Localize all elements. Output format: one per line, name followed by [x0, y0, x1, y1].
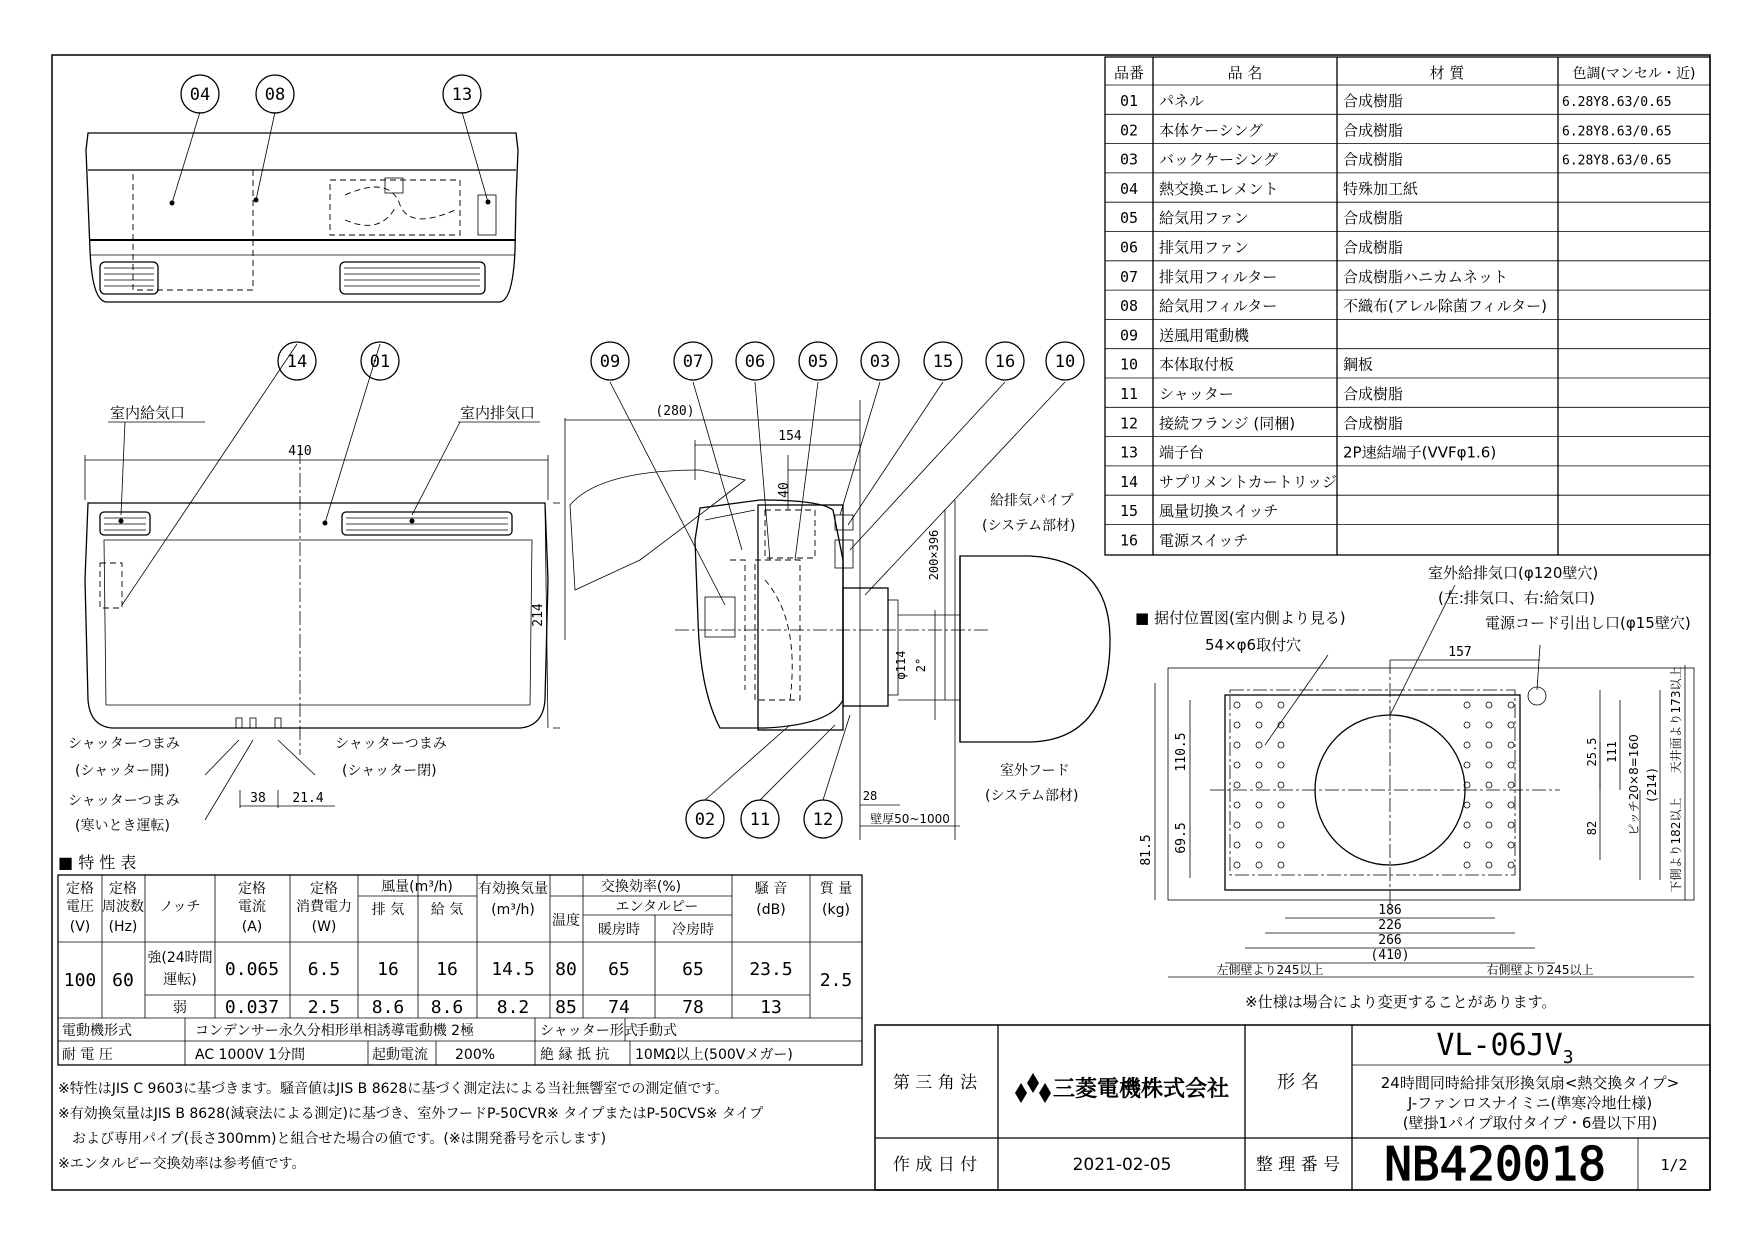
- mounting-hole: [1256, 742, 1262, 748]
- h-exchange: 交換効率(%): [600, 879, 682, 895]
- parts-header-color: 色調(マンセル・近): [1572, 66, 1696, 82]
- parts-row-color: 6.28Y8.63/0.65: [1562, 124, 1672, 140]
- parts-header-material: 材 質: [1429, 64, 1465, 82]
- dim-186: 186: [1378, 903, 1402, 918]
- start-current-label: 起動電流: [372, 1047, 428, 1063]
- dim-40: 40: [777, 482, 792, 498]
- install-outdoor-hole-sub: (左:排気口、右:給気口): [1438, 589, 1595, 607]
- mounting-hole: [1464, 822, 1470, 828]
- mounting-hole: [1464, 842, 1470, 848]
- dim-266: 266: [1378, 933, 1402, 948]
- parts-row-no: 11: [1119, 385, 1139, 403]
- mounting-hole: [1508, 762, 1514, 768]
- parts-row-name: 本体取付板: [1159, 355, 1235, 374]
- date-label: 作 成 日 付: [892, 1155, 978, 1175]
- h-mass-2: (kg): [822, 902, 850, 918]
- h-voltage-1: 定格: [66, 881, 94, 897]
- parts-row-material: 合成樹脂ハニカムネット: [1343, 267, 1509, 286]
- callout-14: 14: [286, 352, 308, 372]
- label-shutter-knob-close: シャッターつまみ: [335, 736, 447, 752]
- row2-exhaust: 8.6: [371, 997, 405, 1018]
- mounting-hole: [1464, 702, 1470, 708]
- mounting-hole: [1256, 842, 1262, 848]
- row2-temp: 85: [555, 997, 577, 1018]
- mounting-hole: [1278, 742, 1284, 748]
- dim-2deg: 2°: [914, 657, 928, 673]
- model-number: [1436, 1028, 1573, 1068]
- callout-09: 09: [599, 352, 621, 372]
- h-current-2: 電流: [238, 899, 266, 915]
- model-label: 形 名: [1277, 1072, 1319, 1093]
- spec-voltage: 100: [63, 970, 97, 991]
- parts-header-no: 品番: [1113, 64, 1145, 82]
- label-indoor-exhaust: 室内排気口: [460, 404, 536, 422]
- mounting-hole: [1256, 702, 1262, 708]
- label-shutter-cold: (寒いとき運転): [75, 818, 170, 834]
- parts-row-name: 排気用フィルター: [1159, 267, 1278, 286]
- parts-row-material: 合成樹脂: [1343, 92, 1404, 110]
- callout-07: 07: [682, 352, 704, 372]
- row2-supply: 8.6: [430, 997, 464, 1018]
- parts-row-no: 05: [1119, 209, 1139, 228]
- note-4: ※エンタルピー交換効率は参考値です。: [58, 1156, 306, 1172]
- row2-cool: 78: [682, 997, 704, 1018]
- h-notch: ノッチ: [159, 899, 201, 915]
- parts-row-no: 01: [1119, 92, 1139, 110]
- h-freq-2: 周波数: [102, 899, 144, 915]
- callout-08: 08: [264, 85, 286, 105]
- spec-mass: 2.5: [819, 970, 853, 991]
- parts-row-no: 07: [1119, 267, 1139, 286]
- parts-row-name: サプリメントカートリッジ: [1159, 472, 1338, 491]
- parts-row-no: 13: [1119, 443, 1139, 462]
- insulation-label: 絶 縁 抵 抗: [540, 1047, 610, 1063]
- mounting-hole: [1256, 762, 1262, 768]
- mounting-hole: [1256, 722, 1262, 728]
- spec-change-note: ※仕様は場合により変更することがあります。: [1245, 993, 1557, 1011]
- top-view-callouts: [181, 75, 481, 113]
- spec-table-title: ■ 特 性 表: [58, 853, 137, 872]
- mounting-hole: [1234, 822, 1240, 828]
- row1-power: 6.5: [307, 959, 341, 980]
- front-view-labels: [68, 342, 546, 834]
- shutter-value: 手動式: [635, 1023, 677, 1039]
- mounting-hole: [1256, 802, 1262, 808]
- dim-right-wall: 右側壁より245以上: [1486, 963, 1594, 977]
- h-noise-2: (dB): [756, 902, 786, 918]
- label-shutter-close: (シャッター閉): [342, 763, 437, 779]
- label-shutter-knob-cold: シャッターつまみ: [68, 793, 180, 809]
- h-voltage-2: 電圧: [66, 899, 94, 915]
- parts-row-name: 電源スイッチ: [1159, 531, 1249, 550]
- row1-notch-1: 強(24時間: [147, 950, 213, 966]
- callout-04: 04: [189, 85, 211, 105]
- parts-row-color: 6.28Y8.63/0.65: [1562, 95, 1672, 110]
- dim-154: 154: [778, 429, 802, 444]
- install-outdoor-hole: 室外給排気口(φ120壁穴): [1428, 564, 1599, 582]
- note-1: ※特性はJIS C 9603に基づきます。騒音値はJIS B 8628に基づく測定法による当社無響室での測定値です。: [58, 1081, 729, 1097]
- h-heating: 暖房時: [598, 922, 640, 938]
- label-pipe: 給排気パイプ: [990, 493, 1074, 509]
- insulation-value: 10MΩ以上(500Vメガー): [635, 1047, 793, 1063]
- h-freq-1: 定格: [109, 881, 137, 897]
- parts-row-material: 合成樹脂: [1343, 121, 1404, 140]
- parts-row-name: 送風用電動機: [1159, 326, 1250, 345]
- projection-method: 第 三 角 法: [892, 1073, 978, 1093]
- install-view-labels: [1135, 564, 1691, 1011]
- mounting-hole: [1464, 802, 1470, 808]
- label-shutter-open: (シャッター開): [75, 763, 170, 779]
- spec-freq: 60: [112, 970, 134, 991]
- parts-header-name: 品 名: [1227, 64, 1263, 82]
- parts-row-no: 03: [1119, 150, 1139, 169]
- h-mass-1: 質 量: [819, 881, 853, 897]
- callout-03: 03: [869, 352, 891, 372]
- mounting-hole: [1278, 822, 1284, 828]
- side-view-labels: [655, 404, 1078, 826]
- dim-38: 38: [250, 791, 266, 806]
- mounting-hole: [1486, 702, 1492, 708]
- parts-row-material: 合成樹脂: [1343, 385, 1404, 403]
- parts-row-no: 08: [1119, 297, 1139, 316]
- parts-row-no: 04: [1119, 179, 1139, 198]
- parts-row-name: シャッター: [1159, 385, 1234, 403]
- sheet-border: [52, 55, 1710, 1190]
- model-desc-1: 24時間同時給排気形換気扇<熱交換タイプ>: [1380, 1074, 1680, 1092]
- title-block: [875, 1025, 1710, 1191]
- model-desc-3: (壁掛1パイプ取付タイプ・6畳以下用): [1402, 1114, 1658, 1132]
- top-view-drawing: [86, 112, 518, 302]
- model-number-sub: 3: [1562, 1047, 1574, 1068]
- page-number: 1/2: [1660, 1156, 1688, 1174]
- h-current-1: 定格: [238, 881, 266, 897]
- mounting-hole: [1464, 722, 1470, 728]
- parts-row-no: 12: [1119, 414, 1139, 433]
- parts-table: [1105, 57, 1710, 555]
- parts-row-name: 本体ケーシング: [1159, 121, 1264, 140]
- parts-row-no: 16: [1119, 531, 1139, 550]
- parts-row-material: 不織布(アレル除菌フィルター): [1343, 297, 1547, 316]
- row1-exhaust: 16: [377, 959, 399, 980]
- dim-410-paren: (410): [1370, 948, 1410, 963]
- parts-row-name: 給気用フィルター: [1159, 297, 1278, 316]
- row1-temp: 80: [555, 959, 577, 980]
- mounting-hole: [1464, 862, 1470, 868]
- dim-left-wall: 左側壁より245以上: [1216, 963, 1324, 977]
- h-current-3: (A): [241, 919, 263, 935]
- mounting-hole: [1486, 782, 1492, 788]
- mounting-hole: [1464, 742, 1470, 748]
- dim-226: 226: [1378, 918, 1402, 933]
- mounting-hole: [1508, 862, 1514, 868]
- mitsubishi-logo-icon: [1015, 1073, 1051, 1103]
- row2-eff: 8.2: [496, 997, 530, 1018]
- parts-row-no: 06: [1119, 238, 1139, 257]
- callout-10: 10: [1054, 352, 1076, 372]
- install-cord-hole: 電源コード引出し口(φ15壁穴): [1485, 614, 1691, 632]
- spec-table: [58, 853, 862, 1065]
- mounting-hole: [1278, 842, 1284, 848]
- h-voltage-3: (V): [69, 919, 91, 935]
- parts-row-no: 10: [1119, 355, 1139, 374]
- mounting-hole: [1256, 862, 1262, 868]
- h-exhaust: 排 気: [371, 902, 405, 918]
- row1-current: 0.065: [224, 959, 280, 980]
- row1-supply: 16: [436, 959, 458, 980]
- parts-row-name: 給気用ファン: [1159, 209, 1249, 228]
- dim-111: 111: [1605, 741, 1619, 763]
- dim-28: 28: [862, 789, 878, 803]
- mounting-hole: [1234, 862, 1240, 868]
- row1-cool: 65: [682, 959, 704, 980]
- row1-eff: 14.5: [491, 959, 535, 980]
- callout-11: 11: [749, 810, 771, 830]
- h-enthalpy: エンタルピー: [615, 899, 699, 915]
- mounting-hole: [1486, 842, 1492, 848]
- mounting-hole: [1508, 722, 1514, 728]
- dim-280: (280): [655, 404, 695, 419]
- ref-label: 整 理 番 号: [1255, 1155, 1341, 1175]
- parts-row-name: 熱交換エレメント: [1159, 179, 1279, 198]
- h-freq-3: (Hz): [108, 919, 138, 935]
- withstand-label: 耐 電 圧: [62, 1047, 113, 1063]
- dim-ceiling: 天井面より173以上: [1669, 666, 1683, 774]
- label-hood-sub: (システム部材): [985, 788, 1079, 804]
- parts-row-name: 端子台: [1159, 443, 1205, 462]
- mounting-hole: [1508, 782, 1514, 788]
- label-shutter-knob-open: シャッターつまみ: [68, 736, 180, 752]
- row2-noise: 13: [760, 997, 782, 1018]
- mounting-hole: [1464, 762, 1470, 768]
- dim-82: 82: [1585, 820, 1599, 836]
- row2-notch: 弱: [173, 1000, 187, 1016]
- mounting-hole: [1486, 742, 1492, 748]
- mounting-hole: [1486, 762, 1492, 768]
- dim-pitch: ピッチ20×8=160: [1627, 734, 1641, 836]
- shutter-label: シャッター形式: [540, 1023, 638, 1039]
- mounting-hole: [1256, 822, 1262, 828]
- company-name: 三菱電機株式会社: [1053, 1077, 1230, 1102]
- install-holes: 54×φ6取付穴: [1205, 636, 1302, 654]
- parts-row-name: 風量切換スイッチ: [1159, 502, 1279, 521]
- parts-row-material: 合成樹脂: [1343, 414, 1404, 433]
- model-number-main: VL-06JV: [1436, 1028, 1563, 1063]
- mounting-hole: [1234, 842, 1240, 848]
- dim-25-5: 25.5: [1585, 737, 1599, 767]
- parts-row-no: 14: [1119, 472, 1139, 491]
- h-noise-1: 騒 音: [754, 881, 788, 897]
- h-temp: 温度: [552, 913, 580, 929]
- callout-12: 12: [812, 810, 834, 830]
- ref-number: NB420018: [1384, 1137, 1606, 1191]
- mounting-hole: [1234, 742, 1240, 748]
- dim-200x396: 200×396: [927, 529, 941, 581]
- parts-row-material: 合成樹脂: [1343, 150, 1404, 169]
- parts-row-material: 合成樹脂: [1343, 238, 1404, 257]
- row2-heat: 74: [608, 997, 630, 1018]
- dim-214-paren: (214): [1645, 766, 1659, 804]
- callout-13: 13: [451, 85, 473, 105]
- row2-power: 2.5: [307, 997, 341, 1018]
- callout-02: 02: [694, 810, 716, 830]
- date-value: 2021-02-05: [1072, 1155, 1172, 1175]
- h-power-2: 消費電力: [296, 899, 352, 915]
- mounting-hole: [1234, 722, 1240, 728]
- mounting-hole: [1486, 862, 1492, 868]
- mounting-hole: [1486, 722, 1492, 728]
- mounting-hole: [1234, 782, 1240, 788]
- mounting-hole: [1486, 802, 1492, 808]
- callout-01: 01: [369, 352, 391, 372]
- notes: [58, 1080, 763, 1172]
- parts-row-material: 合成樹脂: [1343, 209, 1404, 228]
- mounting-hole: [1278, 762, 1284, 768]
- parts-row-material: 特殊加工紙: [1343, 179, 1419, 198]
- mounting-hole: [1508, 802, 1514, 808]
- h-power-1: 定格: [310, 881, 338, 897]
- model-desc-2: J-ファンロスナイミニ(準寒冷地仕様): [1407, 1094, 1653, 1112]
- row1-heat: 65: [608, 959, 630, 980]
- h-supply: 給 気: [430, 902, 464, 918]
- label-hood: 室外フード: [1000, 763, 1070, 779]
- dim-81-5: 81.5: [1139, 834, 1154, 866]
- mounting-hole: [1278, 802, 1284, 808]
- mounting-hole: [1234, 802, 1240, 808]
- dim-69-5: 69.5: [1174, 822, 1189, 854]
- mounting-hole: [1278, 782, 1284, 788]
- parts-row-name: 接続フランジ (同梱): [1159, 414, 1296, 433]
- label-pipe-sub: (システム部材): [982, 518, 1076, 534]
- callout-05: 05: [807, 352, 829, 372]
- parts-row-name: 排気用ファン: [1159, 238, 1249, 257]
- parts-row-color: 6.28Y8.63/0.65: [1562, 153, 1672, 169]
- callout-06: 06: [744, 352, 766, 372]
- row1-noise: 23.5: [749, 959, 793, 980]
- install-title: ■ 据付位置図(室内側より見る): [1135, 609, 1346, 627]
- dim-21-4: 21.4: [292, 791, 324, 806]
- mounting-hole: [1508, 822, 1514, 828]
- h-cooling: 冷房時: [672, 922, 714, 938]
- h-power-3: (W): [311, 919, 337, 935]
- h-eff-vent-1: 有効換気量: [478, 881, 548, 897]
- parts-row-no: 02: [1119, 121, 1139, 140]
- mounting-hole: [1234, 762, 1240, 768]
- dim-wall-thickness: 壁厚50~1000: [870, 812, 950, 826]
- callout-16: 16: [994, 352, 1016, 372]
- mounting-hole: [1508, 842, 1514, 848]
- parts-row-no: 09: [1119, 326, 1139, 345]
- dim-height-214: 214: [531, 603, 546, 627]
- note-2: ※有効換気量はJIS B 8628(減衰法による測定)に基づき、室外フードP-50CVR※ タイプまたはP-50CVS※ タイプ: [58, 1106, 764, 1122]
- parts-row-material: 2P速結端子(VVFφ1.6): [1343, 443, 1497, 462]
- dim-phi114: φ114: [894, 650, 908, 680]
- dim-floor: 下側より182以上: [1669, 797, 1683, 893]
- row2-current: 0.037: [224, 997, 280, 1018]
- mounting-hole: [1234, 702, 1240, 708]
- mounting-hole: [1508, 702, 1514, 708]
- parts-row-no: 15: [1119, 502, 1139, 521]
- mounting-hole: [1486, 822, 1492, 828]
- mounting-hole: [1278, 862, 1284, 868]
- start-current-value: 200%: [455, 1047, 496, 1063]
- callout-15: 15: [932, 352, 954, 372]
- h-eff-vent-2: (m³/h): [491, 902, 535, 918]
- parts-row-name: パネル: [1159, 92, 1205, 110]
- mounting-hole: [1278, 702, 1284, 708]
- label-indoor-supply: 室内給気口: [110, 404, 186, 422]
- h-airflow: 風量(m³/h): [381, 879, 453, 895]
- motor-value: コンデンサー永久分相形単相誘導電動機 2極: [195, 1023, 475, 1039]
- parts-row-name: バックケーシング: [1159, 150, 1279, 169]
- dim-157: 157: [1448, 645, 1472, 660]
- mounting-hole: [1508, 742, 1514, 748]
- mounting-hole: [1256, 782, 1262, 788]
- parts-row-material: 鋼板: [1343, 355, 1374, 374]
- withstand-value: AC 1000V 1分間: [195, 1047, 306, 1063]
- note-3: および専用パイプ(長さ300mm)と組合せた場合の値です。(※は開発番号を示します): [58, 1131, 607, 1147]
- dim-110-5: 110.5: [1174, 732, 1189, 772]
- motor-label: 電動機形式: [62, 1023, 132, 1039]
- row1-notch-2: 運転): [163, 972, 197, 988]
- dim-width-410: 410: [288, 444, 312, 459]
